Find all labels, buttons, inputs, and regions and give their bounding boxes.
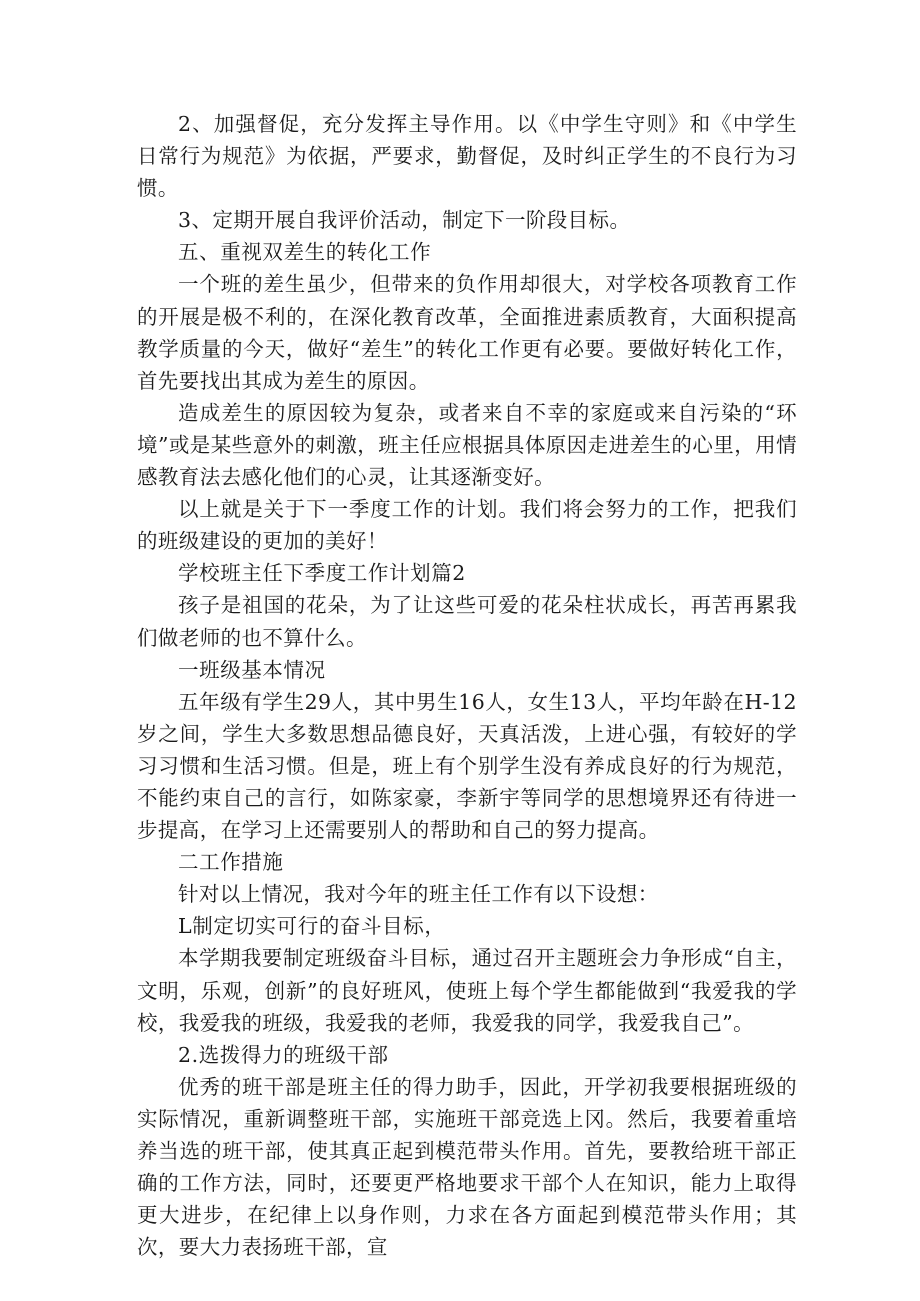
paragraph-intro: 孩子是祖国的花朵，为了让这些可爱的花朵柱状成长，再苦再累我们做老师的也不算什么。	[137, 593, 797, 650]
paragraph-causes: 造成差生的原因较为复杂，或者来自不幸的家庭或来自污染的“环境”或是某些意外的刺激，班主任应根据具体原因走进差生的心里，用情感教育法去感化他们的心灵，让其逐渐变好。	[137, 400, 797, 490]
section-heading-measures: 二工作措施	[178, 850, 284, 875]
subheading-cadres: 2.选拨得力的班级干部	[178, 1042, 389, 1067]
paragraph-class-goals: 本学期我要制定班级奋斗目标，通过召开主题班会力争形成“自主，文明，乐观，创新”的良好班风，使班上每个学生都能做到“我爱我的学校，我爱我的班级，我爱我的老师，我爱我的同学，我爱我自己”。	[137, 946, 797, 1035]
paragraph-class-cadres: 优秀的班干部是班主任的得力助手，因此，开学初我要根据班级的实际情况，重新调整班干部，实施班干部竞选上冈。然后，我要着重培养当选的班干部，使其真正起到模范带头作用。首先，要教给班干部正确的工作方法，同时，还要更严格地要求干部个人在知识，能力上取得更大进步，在纪律上以身作则，力求在各方面起到模范带头作用；其次，要大力表扬班干部，宣	[137, 1074, 797, 1260]
paragraph-plans-intro: 针对以上情况，我对今年的班主任工作有以下设想：	[178, 882, 659, 907]
document-page	[137, 108, 797, 1263]
paragraph-supervision: 2、加强督促，充分发挥主导作用。以《中学生守则》和《中学生日常行为规范》为依据，严要求，勤督促，及时纠正学生的不良行为习惯。	[137, 112, 797, 201]
section-heading-basic-situation: 一班级基本情况	[178, 657, 326, 682]
subheading-goals: L制定切实可行的奋斗目标，	[178, 914, 446, 939]
paragraph-class-stats: 五年级有学生29人，其中男生16人，女生13人，平均年龄在H-12岁之间，学生大多数思想品德良好，天真活泼，上进心强，有较好的学习习惯和生活习惯。但是，班上有个别学生没有养成良好的行为规范，不能约束自己的言行，如陈家豪，李新宇等同学的思想境界还有待进一步提高，在学习上还需要别人的帮助和自己的努力提高。	[137, 689, 797, 843]
paragraph-self-evaluation: 3、定期开展自我评价活动，制定下一阶段目标。	[178, 208, 631, 233]
paragraph-poor-students: 一个班的差生虽少，但带来的负作用却很大，对学校各项教育工作的开展是极不利的，在深化教育改革，全面推进素质教育，大面积提高教学质量的今天，做好“差生”的转化工作更有必要。要做好转化工作，首先要找出其成为差生的原因。	[137, 272, 797, 393]
article-title-part2: 学校班主任下季度工作计划篇2	[178, 561, 466, 586]
section-heading-five: 五、重视双差生的转化工作	[178, 240, 432, 265]
paragraph-conclusion: 以上就是关于下一季度工作的计划。我们将会努力的工作，把我们的班级建设的更加的美好！	[137, 497, 797, 554]
